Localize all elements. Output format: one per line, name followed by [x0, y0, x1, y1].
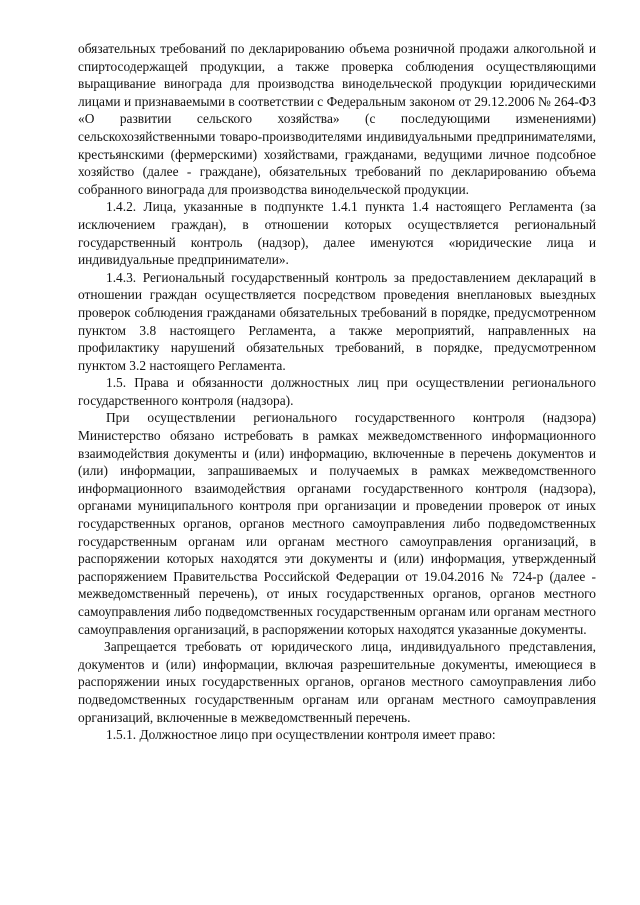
paragraph-ministry-obligation: При осуществлении регионального государственного контроля (надзора) Министерство обязано истребовать в рамках межведомственного информационного взаимодействия документы и (или) информацию, включенные в перечень документов и (или) информации, запрашиваемых и получаемых в рамках межведомственного информационного взаимодействия органами государственного контроля (надзора), органами муниципального контроля при организации и проведении проверок от иных государственных органов, органов местного самоуправления либо подведомственных государственным органам или органам местного самоуправления организаций, в распоряжении которых находятся эти документы и (или) информация, утвержденный распоряжением Правительства Российской Федерации от 19.04.2016 № 724-р (далее - межведомственный перечень), от иных государственных органов, органов местного самоуправления либо подведомственных государственным органам или органам местного самоуправления организаций, в распоряжении которых находятся указанные документы. — [78, 410, 596, 637]
paragraph-1-4-2: 1.4.2. Лица, указанные в подпункте 1.4.1 пункта 1.4 настоящего Регламента (за исключением граждан), в отношении которых осуществляется региональный государственный контроль (надзор), далее именуются «юридические лица и индивидуальные предприниматели». — [78, 199, 596, 268]
paragraph-1-5-heading: 1.5. Права и обязанности должностных лиц при осуществлении регионального государственного контроля (надзора). — [78, 375, 596, 408]
paragraph-1-4-3: 1.4.3. Региональный государственный контроль за предоставлением деклараций в отношении граждан осуществляется посредством проведения внеплановых выездных проверок соблюдения гражданами обязательных требований в порядке, предусмотренном пунктом 3.8 настоящего Регламента, а также мероприятий, направленных на профилактику нарушений обязательных требований, в порядке, предусмотренном пунктом 3.2 настоящего Регламента. — [78, 269, 596, 373]
paragraph-1-5-1: 1.5.1. Должностное лицо при осуществлении контроля имеет право: — [106, 727, 496, 743]
paragraph-prohibition: Запрещается требовать от юридического лица, индивидуального представления, документов и (или) информации, включая разрешительные документы, имеющиеся в распоряжении иных государственных органов, органов местного самоуправления либо подведомственных государственным органам или органам местного самоуправления организаций, включенные в межведомственный перечень. — [78, 639, 596, 725]
document-body — [78, 40, 596, 744]
paragraph-continuation: обязательных требований по декларированию объема розничной продажи алкогольной и спиртосодержащей продукции, а также проверка соблюдения осуществляющими выращивание винограда для производства винодельческой продукции юридическими лицами и признаваемыми в соответствии с Федеральным законом от 29.12.2006 № 264-ФЗ «О развитии сельского хозяйства» (с последующими изменениями) сельскохозяйственными товаро-производителями индивидуальными предпринимателями, крестьянскими (фермерскими) хозяйствами, гражданами, ведущими личное подсобное хозяйство (далее - граждане), обязательных требований по декларированию объема собранного винограда для производства винодельческой продукции. — [78, 41, 596, 197]
